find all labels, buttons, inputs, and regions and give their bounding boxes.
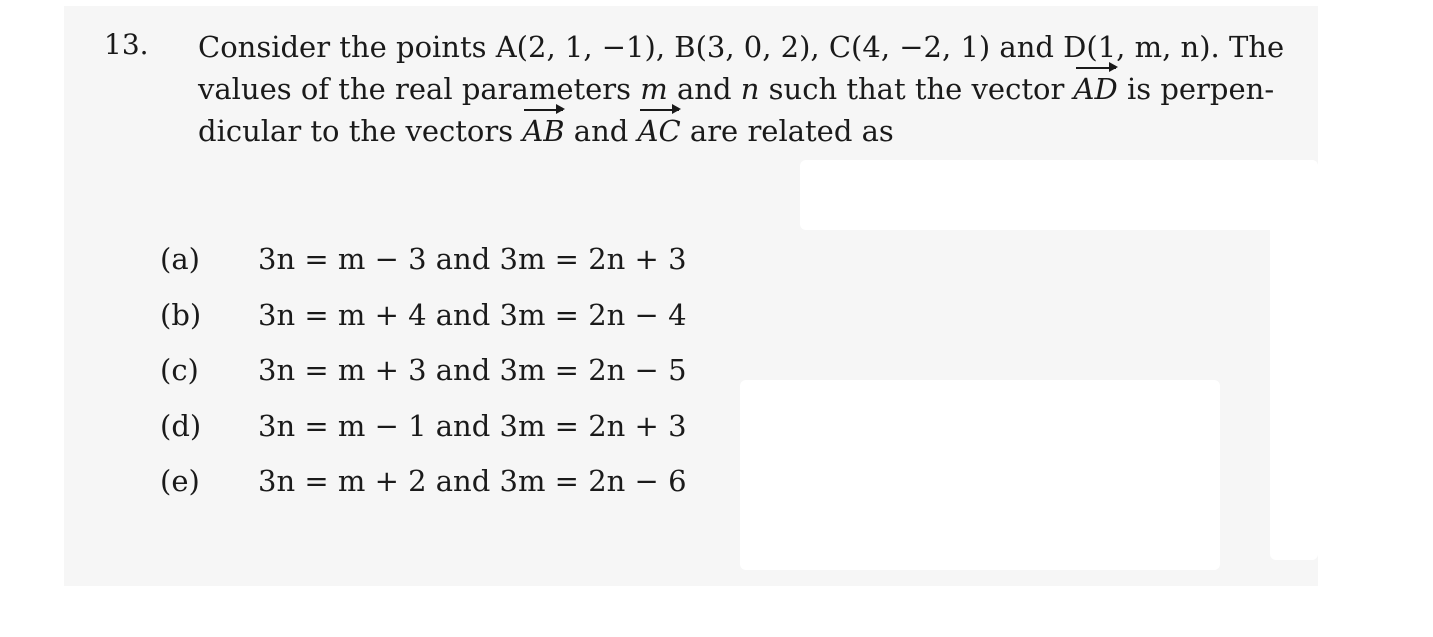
blank-region (800, 160, 1318, 230)
option-b[interactable] (160, 298, 687, 354)
option-e[interactable] (160, 464, 687, 520)
option-label: (a) (160, 242, 200, 276)
vector-ab: AB (522, 110, 564, 152)
option-c[interactable] (160, 353, 687, 409)
option-text: 3n = m − 3 and 3m = 2n + 3 (258, 242, 687, 276)
stem-line-2: values of the real parameters m and n such that the vector AD is perpen- (198, 68, 1288, 110)
option-a[interactable] (160, 242, 687, 298)
option-text: 3n = m + 3 and 3m = 2n − 5 (258, 353, 687, 387)
option-label: (b) (160, 297, 202, 332)
option-d[interactable] (160, 409, 687, 465)
option-text: 3n = m − 1 and 3m = 2n + 3 (258, 408, 687, 443)
question-number: 13. (104, 28, 149, 61)
option-label: (d) (160, 408, 202, 443)
stem-line-1: Consider the points A(2, 1, −1), B(3, 0, 2), C(4, −2, 1) and D(1, m, n). The (198, 30, 1285, 64)
option-label: (c) (160, 353, 199, 387)
option-text: 3n = m + 4 and 3m = 2n − 4 (258, 297, 687, 332)
stem-line-3: dicular to the vectors AB and AC are related as (198, 110, 1288, 152)
answer-options (160, 242, 687, 520)
blank-region (740, 380, 1220, 570)
option-text: 3n = m + 2 and 3m = 2n − 6 (258, 464, 687, 498)
question-stem (198, 26, 1288, 152)
option-label: (e) (160, 464, 200, 498)
vector-ad: AD (1074, 68, 1118, 110)
blank-region (1270, 160, 1318, 560)
vector-ac: AC (638, 110, 681, 152)
